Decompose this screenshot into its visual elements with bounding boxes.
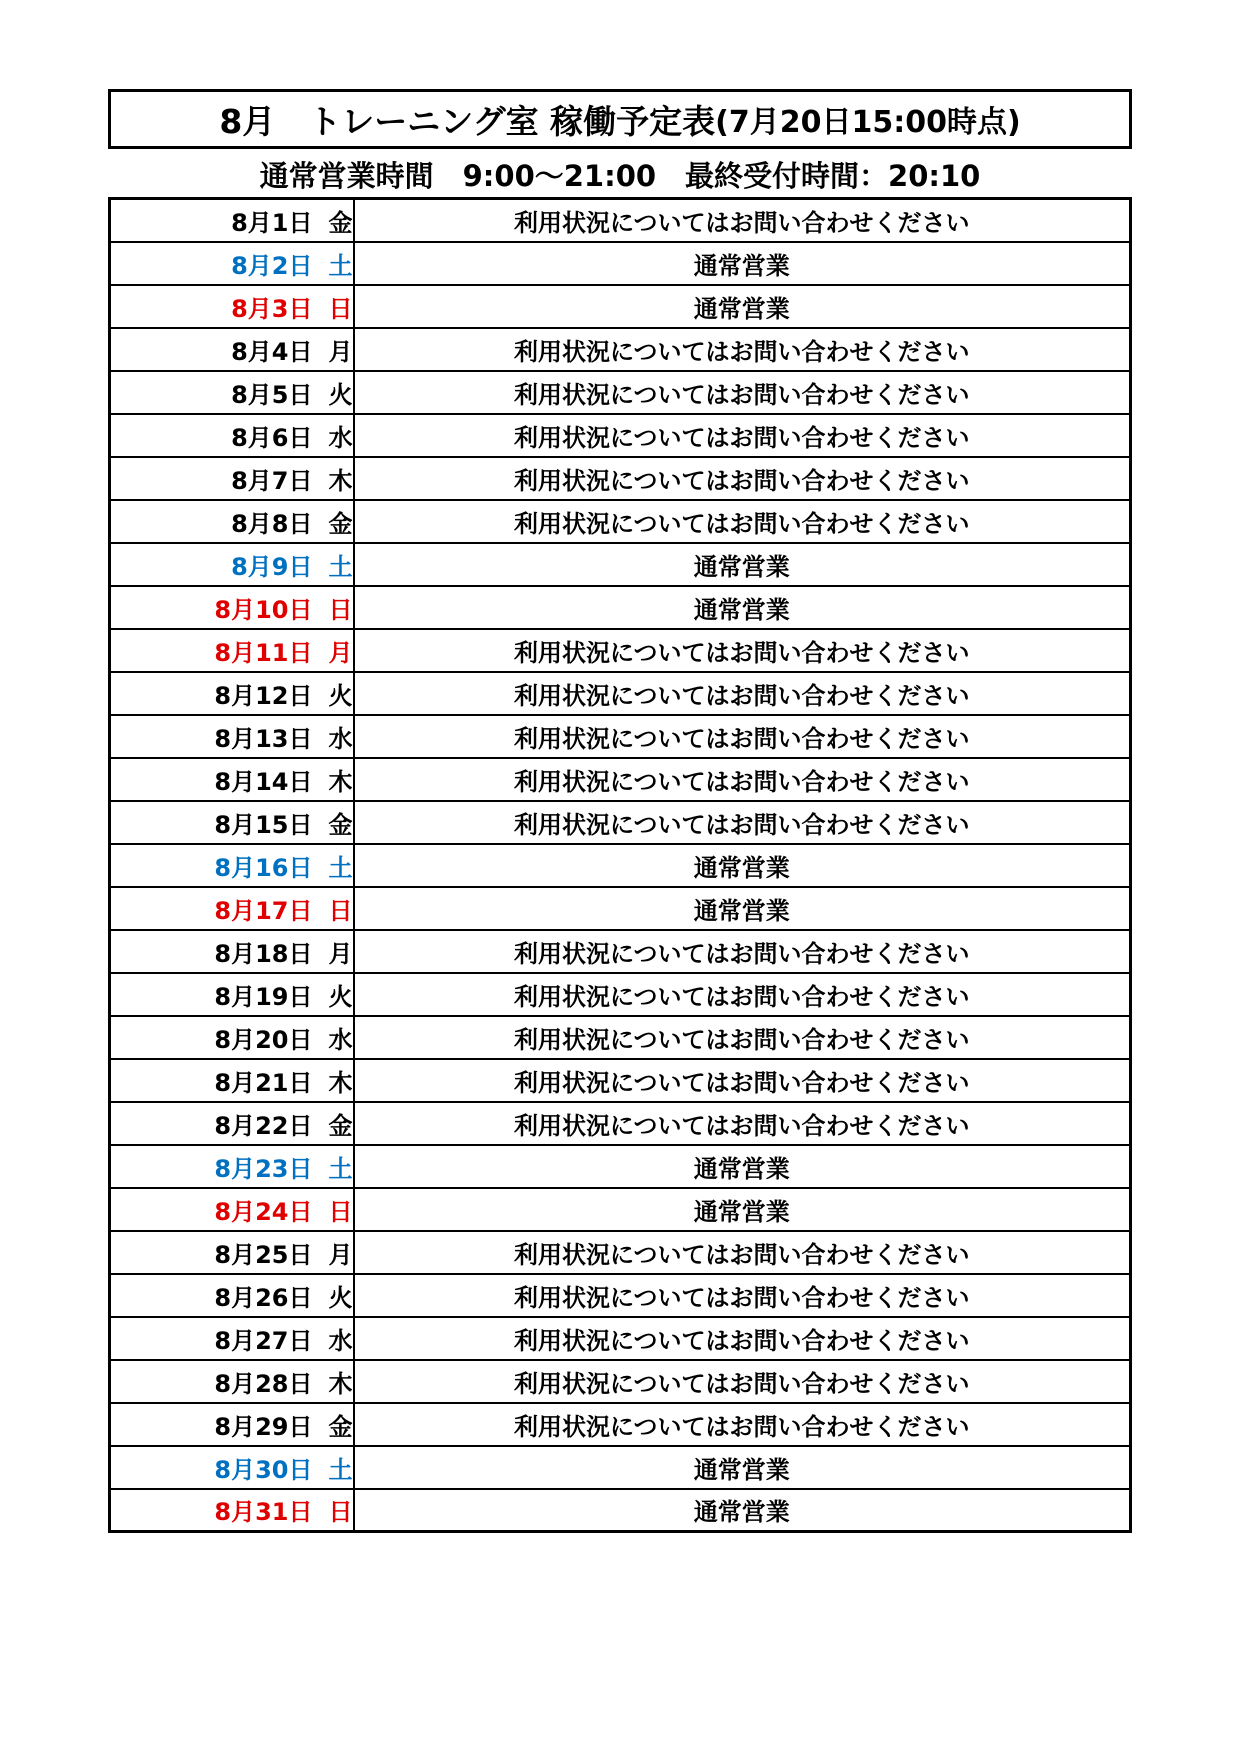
status-cell: 利用状況についてはお問い合わせください bbox=[354, 629, 1131, 672]
weekday-label: 月 bbox=[328, 939, 353, 968]
business-hours: 通常営業時間 9:00～21:00 最終受付時間：20:10 bbox=[259, 158, 981, 193]
date-cell bbox=[110, 1016, 354, 1059]
table-row bbox=[110, 1489, 1131, 1532]
status-cell: 通常営業 bbox=[354, 586, 1131, 629]
table-row bbox=[110, 586, 1131, 629]
date-cell bbox=[110, 1145, 354, 1188]
table-row bbox=[110, 1188, 1131, 1231]
schedule-table bbox=[108, 197, 1132, 1533]
table-row bbox=[110, 328, 1131, 371]
table-row bbox=[110, 242, 1131, 285]
date-cell bbox=[110, 1360, 354, 1403]
date-label: 8月28日 bbox=[214, 1369, 313, 1398]
status-cell: 利用状況についてはお問い合わせください bbox=[354, 1403, 1131, 1446]
date-cell bbox=[110, 801, 354, 844]
table-row bbox=[110, 1231, 1131, 1274]
weekday-label: 月 bbox=[328, 638, 353, 667]
title-suffix: (7月20日15:00時点) bbox=[715, 105, 1021, 140]
status-cell: 通常営業 bbox=[354, 844, 1131, 887]
table-row bbox=[110, 844, 1131, 887]
table-row bbox=[110, 887, 1131, 930]
status-cell: 利用状況についてはお問い合わせください bbox=[354, 758, 1131, 801]
date-label: 8月18日 bbox=[214, 939, 313, 968]
date-label: 8月4日 bbox=[231, 337, 313, 366]
status-cell: 利用状況についてはお問い合わせください bbox=[354, 328, 1131, 371]
table-row bbox=[110, 1317, 1131, 1360]
table-row bbox=[110, 801, 1131, 844]
date-cell bbox=[110, 715, 354, 758]
date-cell bbox=[110, 1188, 354, 1231]
table-row bbox=[110, 457, 1131, 500]
date-label: 8月21日 bbox=[214, 1068, 313, 1097]
weekday-label: 土 bbox=[328, 552, 353, 581]
table-row bbox=[110, 1274, 1131, 1317]
page-title bbox=[108, 89, 1132, 149]
schedule-body bbox=[110, 199, 1131, 1532]
weekday-label: 金 bbox=[328, 208, 353, 237]
status-cell: 利用状況についてはお問い合わせください bbox=[354, 1016, 1131, 1059]
date-label: 8月27日 bbox=[214, 1326, 313, 1355]
weekday-label: 水 bbox=[328, 1025, 353, 1054]
date-label: 8月2日 bbox=[231, 251, 313, 280]
date-label: 8月24日 bbox=[214, 1197, 313, 1226]
status-cell: 利用状況についてはお問い合わせください bbox=[354, 672, 1131, 715]
table-row bbox=[110, 758, 1131, 801]
weekday-label: 日 bbox=[328, 595, 353, 624]
weekday-label: 木 bbox=[328, 466, 353, 495]
date-cell bbox=[110, 543, 354, 586]
date-cell bbox=[110, 1317, 354, 1360]
weekday-label: 月 bbox=[328, 337, 353, 366]
status-cell: 利用状況についてはお問い合わせください bbox=[354, 199, 1131, 242]
date-label: 8月5日 bbox=[231, 380, 313, 409]
date-cell bbox=[110, 973, 354, 1016]
weekday-label: 水 bbox=[328, 724, 353, 753]
table-row bbox=[110, 414, 1131, 457]
date-label: 8月3日 bbox=[231, 294, 313, 323]
status-cell: 通常営業 bbox=[354, 1145, 1131, 1188]
status-cell: 通常営業 bbox=[354, 543, 1131, 586]
weekday-label: 火 bbox=[328, 380, 353, 409]
weekday-label: 金 bbox=[328, 810, 353, 839]
table-row bbox=[110, 1446, 1131, 1489]
date-cell bbox=[110, 1059, 354, 1102]
date-cell bbox=[110, 844, 354, 887]
date-cell bbox=[110, 1489, 354, 1532]
date-label: 8月9日 bbox=[231, 552, 313, 581]
status-cell: 通常営業 bbox=[354, 887, 1131, 930]
table-row bbox=[110, 500, 1131, 543]
weekday-label: 土 bbox=[328, 251, 353, 280]
date-cell bbox=[110, 1403, 354, 1446]
date-label: 8月17日 bbox=[214, 896, 313, 925]
table-row bbox=[110, 672, 1131, 715]
status-cell: 通常営業 bbox=[354, 1446, 1131, 1489]
date-label: 8月15日 bbox=[214, 810, 313, 839]
weekday-label: 金 bbox=[328, 509, 353, 538]
table-row bbox=[110, 1059, 1131, 1102]
table-row bbox=[110, 199, 1131, 242]
date-cell bbox=[110, 1231, 354, 1274]
date-label: 8月7日 bbox=[231, 466, 313, 495]
status-cell: 利用状況についてはお問い合わせください bbox=[354, 500, 1131, 543]
date-cell bbox=[110, 242, 354, 285]
weekday-label: 金 bbox=[328, 1412, 353, 1441]
date-label: 8月12日 bbox=[214, 681, 313, 710]
table-row bbox=[110, 543, 1131, 586]
date-label: 8月20日 bbox=[214, 1025, 313, 1054]
status-cell: 利用状況についてはお問い合わせください bbox=[354, 1317, 1131, 1360]
table-row bbox=[110, 1016, 1131, 1059]
weekday-label: 金 bbox=[328, 1111, 353, 1140]
status-cell: 通常営業 bbox=[354, 1188, 1131, 1231]
date-cell bbox=[110, 887, 354, 930]
date-label: 8月6日 bbox=[231, 423, 313, 452]
status-cell: 通常営業 bbox=[354, 242, 1131, 285]
status-cell: 利用状況についてはお問い合わせください bbox=[354, 930, 1131, 973]
table-row bbox=[110, 285, 1131, 328]
date-label: 8月22日 bbox=[214, 1111, 313, 1140]
status-cell: 利用状況についてはお問い合わせください bbox=[354, 1360, 1131, 1403]
date-cell bbox=[110, 457, 354, 500]
weekday-label: 火 bbox=[328, 681, 353, 710]
date-label: 8月26日 bbox=[214, 1283, 313, 1312]
title-main: 8月 トレーニング室 稼働予定表 bbox=[219, 101, 716, 141]
status-cell: 通常営業 bbox=[354, 285, 1131, 328]
table-row bbox=[110, 973, 1131, 1016]
weekday-label: 木 bbox=[328, 767, 353, 796]
table-row bbox=[110, 1145, 1131, 1188]
weekday-label: 水 bbox=[328, 423, 353, 452]
status-cell: 通常営業 bbox=[354, 1489, 1131, 1532]
date-label: 8月25日 bbox=[214, 1240, 313, 1269]
weekday-label: 日 bbox=[328, 1498, 353, 1527]
weekday-label: 水 bbox=[328, 1326, 353, 1355]
table-row bbox=[110, 1102, 1131, 1145]
date-cell bbox=[110, 328, 354, 371]
date-label: 8月1日 bbox=[231, 208, 313, 237]
date-cell bbox=[110, 285, 354, 328]
table-row bbox=[110, 1403, 1131, 1446]
weekday-label: 土 bbox=[328, 853, 353, 882]
date-cell bbox=[110, 629, 354, 672]
date-cell bbox=[110, 930, 354, 973]
date-label: 8月16日 bbox=[214, 853, 313, 882]
date-label: 8月29日 bbox=[214, 1412, 313, 1441]
date-cell bbox=[110, 414, 354, 457]
table-row bbox=[110, 629, 1131, 672]
date-cell bbox=[110, 1274, 354, 1317]
weekday-label: 月 bbox=[328, 1240, 353, 1269]
date-label: 8月8日 bbox=[231, 509, 313, 538]
table-row bbox=[110, 371, 1131, 414]
date-cell bbox=[110, 672, 354, 715]
date-cell bbox=[110, 500, 354, 543]
date-cell bbox=[110, 758, 354, 801]
weekday-label: 火 bbox=[328, 1283, 353, 1312]
weekday-label: 土 bbox=[328, 1455, 353, 1484]
date-label: 8月10日 bbox=[214, 595, 313, 624]
weekday-label: 土 bbox=[328, 1154, 353, 1183]
date-label: 8月31日 bbox=[214, 1498, 313, 1527]
date-label: 8月19日 bbox=[214, 982, 313, 1011]
status-cell: 利用状況についてはお問い合わせください bbox=[354, 973, 1131, 1016]
status-cell: 利用状況についてはお問い合わせください bbox=[354, 801, 1131, 844]
date-label: 8月14日 bbox=[214, 767, 313, 796]
status-cell: 利用状況についてはお問い合わせください bbox=[354, 715, 1131, 758]
status-cell: 利用状況についてはお問い合わせください bbox=[354, 414, 1131, 457]
status-cell: 利用状況についてはお問い合わせください bbox=[354, 1231, 1131, 1274]
weekday-label: 日 bbox=[328, 294, 353, 323]
date-label: 8月30日 bbox=[214, 1455, 313, 1484]
weekday-label: 木 bbox=[328, 1369, 353, 1398]
status-cell: 利用状況についてはお問い合わせください bbox=[354, 1274, 1131, 1317]
date-label: 8月11日 bbox=[214, 638, 313, 667]
date-cell bbox=[110, 1102, 354, 1145]
date-label: 8月23日 bbox=[214, 1154, 313, 1183]
date-cell bbox=[110, 1446, 354, 1489]
date-cell bbox=[110, 586, 354, 629]
table-row bbox=[110, 930, 1131, 973]
status-cell: 利用状況についてはお問い合わせください bbox=[354, 457, 1131, 500]
table-row bbox=[110, 1360, 1131, 1403]
date-cell bbox=[110, 199, 354, 242]
status-cell: 利用状況についてはお問い合わせください bbox=[354, 1059, 1131, 1102]
date-cell bbox=[110, 371, 354, 414]
status-cell: 利用状況についてはお問い合わせください bbox=[354, 371, 1131, 414]
weekday-label: 日 bbox=[328, 1197, 353, 1226]
status-cell: 利用状況についてはお問い合わせください bbox=[354, 1102, 1131, 1145]
weekday-label: 木 bbox=[328, 1068, 353, 1097]
weekday-label: 火 bbox=[328, 982, 353, 1011]
weekday-label: 日 bbox=[328, 896, 353, 925]
table-row bbox=[110, 715, 1131, 758]
date-label: 8月13日 bbox=[214, 724, 313, 753]
